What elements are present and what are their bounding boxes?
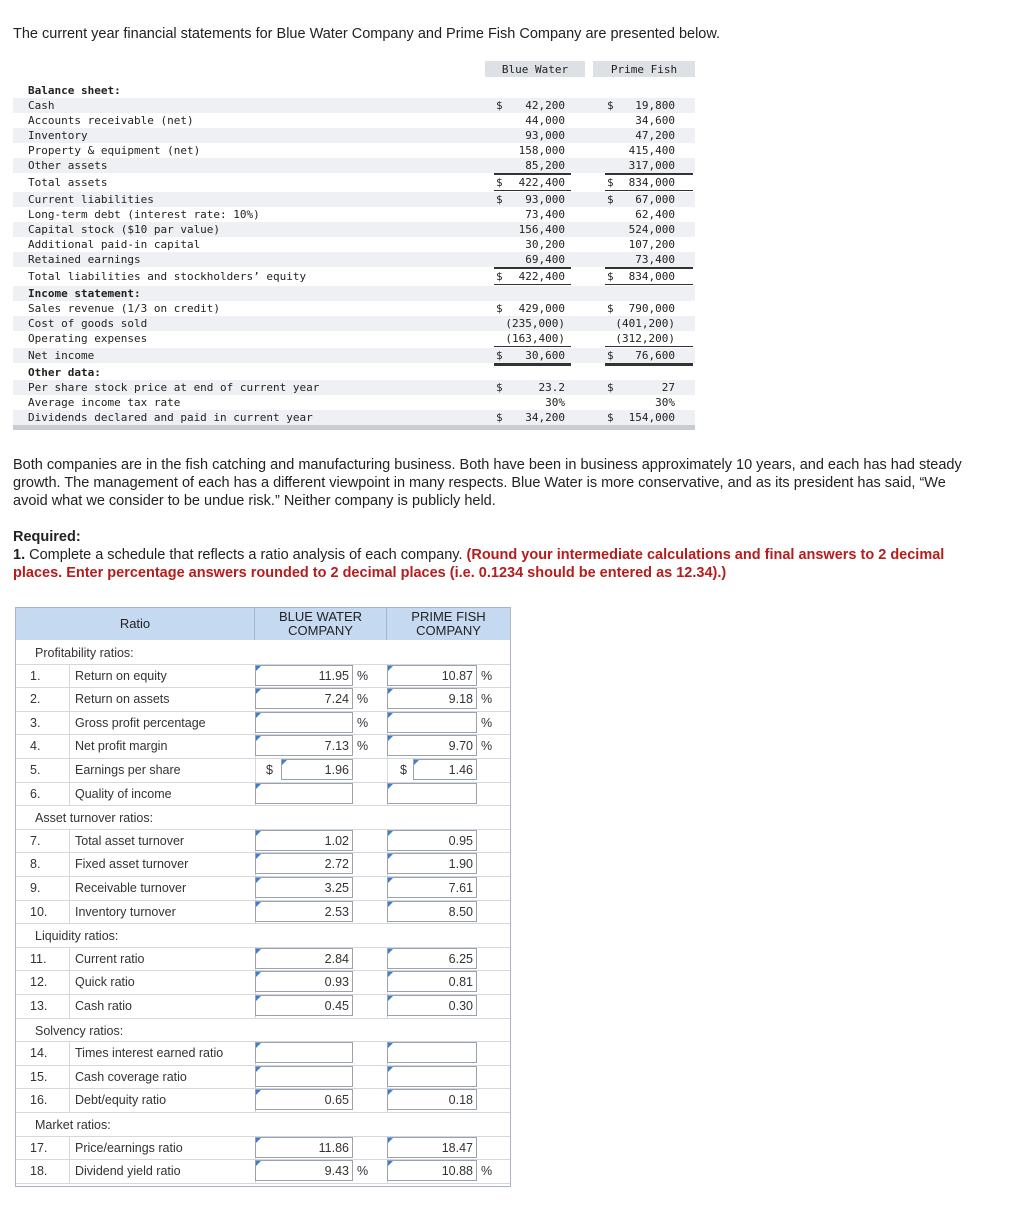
dollar-sign: $: [607, 411, 614, 424]
blue-water-value: 2.53: [324, 904, 349, 919]
dollar-sign: $: [607, 349, 614, 362]
blue-water-value: 30,200: [525, 238, 565, 251]
blue-water-value: 1.02: [324, 833, 349, 848]
ratio-number: 5.: [30, 763, 41, 777]
required-section: [13, 528, 973, 582]
prime-fish-value: 1.90: [448, 857, 473, 872]
statement-label: Long-term debt (interest rate: 10%): [28, 208, 260, 221]
input-marker: [388, 902, 393, 907]
blue-water-value: 73,400: [525, 208, 565, 221]
dollar-sign: $: [400, 763, 407, 777]
input-marker: [256, 949, 261, 954]
prime-fish-value: 154,000: [628, 411, 675, 424]
blue-water-value: 23.2: [538, 381, 565, 394]
col-prime-fish: Prime Fish: [610, 63, 678, 76]
statement-row: [13, 175, 695, 190]
input-marker: [256, 996, 261, 1001]
input-marker: [388, 666, 393, 671]
ratio-number: 1.: [30, 668, 41, 683]
dollar-sign: $: [496, 411, 503, 424]
prime-fish-value: 27: [661, 381, 675, 394]
statement-label: Total assets: [28, 176, 108, 189]
blue-water-input[interactable]: [255, 712, 353, 733]
percent-sign: %: [481, 692, 493, 707]
blue-water-value: 34,200: [525, 411, 565, 424]
input-marker: [256, 902, 261, 907]
ratio-number: 3.: [30, 715, 41, 730]
prime-fish-value: 0.30: [448, 999, 473, 1013]
input-marker: [388, 878, 393, 883]
prime-fish-value: 1.46: [448, 763, 473, 777]
prime-fish-value: 34,600: [635, 114, 675, 127]
percent-sign: %: [357, 715, 369, 730]
ratio-number: 14.: [30, 1046, 48, 1061]
statement-row: [13, 395, 695, 410]
ratio-name: Times interest earned ratio: [75, 1046, 224, 1061]
statement-label: Inventory: [28, 129, 88, 142]
statement-row: [13, 158, 695, 173]
blue-water-value: 42,200: [525, 99, 565, 112]
prime-fish-value: 0.81: [448, 975, 473, 990]
prime-fish-input[interactable]: [387, 783, 477, 804]
prime-fish-value: 0.95: [448, 833, 473, 848]
prime-fish-value: 524,000: [628, 223, 675, 236]
blue-water-value: 7.13: [324, 739, 349, 754]
col-blue-water: Blue Water: [501, 63, 569, 76]
ratio-name: Earnings per share: [75, 763, 181, 777]
header-blue-water: BLUE WATER COMPANY: [255, 608, 387, 640]
statement-label: Net income: [28, 349, 95, 362]
blue-water-value: 11.86: [318, 1140, 349, 1155]
header-prime-fish: PRIME FISH COMPANY: [387, 608, 510, 640]
ratio-name: Total asset turnover: [75, 833, 185, 848]
ratio-number: 7.: [30, 833, 41, 848]
ratio-name: Fixed asset turnover: [75, 857, 189, 872]
blue-water-value: 11.95: [318, 668, 349, 683]
prime-fish-value: 6.25: [448, 951, 473, 966]
input-marker: [256, 831, 261, 836]
input-marker: [256, 736, 261, 741]
prime-fish-input[interactable]: [387, 1042, 477, 1063]
input-marker: [414, 760, 419, 765]
blue-water-value: 0.45: [324, 999, 349, 1013]
prime-fish-value: 834,000: [628, 270, 675, 283]
blue-water-value: 156,400: [518, 223, 565, 236]
input-marker: [256, 972, 261, 977]
input-marker: [256, 689, 261, 694]
prime-fish-value: 67,000: [635, 193, 675, 206]
input-marker: [256, 1067, 261, 1072]
dollar-sign: $: [496, 270, 503, 283]
statement-label: Retained earnings: [28, 253, 141, 266]
ratio-number: 18.: [30, 1164, 48, 1179]
blue-water-value: 2.84: [324, 951, 349, 966]
statement-row: [13, 380, 695, 395]
blue-water-value: 2.72: [324, 857, 349, 872]
input-marker: [388, 689, 393, 694]
statement-row: [13, 365, 695, 380]
blue-water-value: 9.43: [324, 1164, 349, 1179]
input-marker: [388, 972, 393, 977]
blue-water-value: (163,400): [505, 332, 565, 345]
dollar-sign: $: [496, 193, 503, 206]
prime-fish-value: 9.70: [448, 739, 473, 754]
required-instruction: 1. Complete a schedule that reflects a ratio analysis of each company. (Round your intermediate calculations and final answers to 2 decimal places. Enter percentage answers rounded to 2 decimal places (i.e. 0.1234 should be entered as 12.34).): [13, 547, 945, 581]
prime-fish-input[interactable]: [387, 712, 477, 733]
input-marker: [388, 1067, 393, 1072]
input-marker: [388, 854, 393, 859]
required-heading: Required:: [13, 529, 81, 545]
prime-fish-value: 10.87: [441, 668, 473, 683]
statement-row: [13, 83, 695, 98]
statement-label: Other data:: [28, 366, 101, 379]
blue-water-input[interactable]: [255, 1042, 353, 1063]
blue-water-value: 85,200: [525, 159, 565, 172]
dollar-sign: $: [496, 381, 503, 394]
statement-label: Current liabilities: [28, 193, 154, 206]
statement-row: [13, 98, 695, 113]
statement-label: Income statement:: [28, 287, 141, 300]
input-marker: [256, 784, 261, 789]
input-marker: [256, 1090, 261, 1095]
statement-label: Additional paid-in capital: [28, 238, 201, 251]
statement-row: [13, 143, 695, 158]
ratio-name: Gross profit percentage: [75, 715, 206, 730]
prime-fish-value: 30%: [655, 396, 675, 409]
ratio-name: Quick ratio: [75, 975, 135, 990]
statement-label: Sales revenue (1/3 on credit): [28, 302, 221, 315]
input-marker: [388, 831, 393, 836]
dollar-sign: $: [607, 270, 614, 283]
statement-row: [13, 192, 695, 207]
statement-row: [13, 113, 695, 128]
statement-label: Property & equipment (net): [28, 144, 201, 157]
statement-row: [13, 237, 695, 252]
ratio-number: 12.: [30, 975, 48, 990]
statement-label: Cash: [28, 99, 55, 112]
input-marker: [388, 713, 393, 718]
statement-label: Total liabilities and stockholders’ equity: [28, 270, 307, 283]
statement-label: Average income tax rate: [28, 396, 181, 409]
blue-water-value: 0.65: [324, 1093, 349, 1108]
input-marker: [256, 1138, 261, 1143]
input-marker: [256, 1043, 261, 1048]
ratio-name: Cash coverage ratio: [75, 1069, 187, 1084]
prime-fish-value: 7.61: [448, 881, 473, 895]
statement-label: Per share stock price at end of current year: [28, 381, 320, 394]
statement-row: [13, 222, 695, 237]
input-marker: [282, 760, 287, 765]
input-marker: [388, 1161, 393, 1166]
percent-sign: %: [481, 739, 493, 754]
dollar-sign: $: [496, 302, 503, 315]
blue-water-value: 30,600: [525, 349, 565, 362]
input-marker: [388, 1138, 393, 1143]
dollar-sign: $: [607, 176, 614, 189]
input-marker: [388, 1043, 393, 1048]
ratio-name: Quality of income: [75, 786, 172, 801]
prime-fish-value: 62,400: [635, 208, 675, 221]
ratio-name: Dividend yield ratio: [75, 1164, 181, 1179]
ratio-name: Inventory turnover: [75, 904, 176, 919]
blue-water-input[interactable]: [255, 1066, 353, 1087]
blue-water-value: 3.25: [324, 881, 349, 895]
ratio-number: 2.: [30, 692, 41, 707]
statement-label: Operating expenses: [28, 332, 148, 345]
statement-row: [13, 410, 695, 425]
ratio-name: Net profit margin: [75, 739, 168, 754]
ratio-number: 13.: [30, 999, 48, 1013]
ratio-name: Cash ratio: [75, 999, 132, 1013]
blue-water-input[interactable]: [255, 783, 353, 804]
blue-water-value: 93,000: [525, 129, 565, 142]
percent-sign: %: [357, 1164, 369, 1179]
dollar-sign: $: [607, 99, 614, 112]
dollar-sign: $: [496, 99, 503, 112]
prime-fish-value: 47,200: [635, 129, 675, 142]
input-marker: [388, 784, 393, 789]
ratio-number: 15.: [30, 1069, 48, 1084]
ratio-name: Receivable turnover: [75, 881, 187, 895]
ratio-number: 17.: [30, 1140, 48, 1155]
blue-water-value: 7.24: [324, 692, 349, 707]
statement-label: Dividends declared and paid in current year: [28, 411, 313, 424]
dollar-sign: $: [607, 193, 614, 206]
statement-row: [13, 207, 695, 222]
statement-label: Other assets: [28, 159, 108, 172]
prime-fish-value: 790,000: [628, 302, 675, 315]
blue-water-value: 69,400: [525, 253, 565, 266]
statement-row: [13, 286, 695, 301]
statement-label: Balance sheet:: [28, 84, 121, 97]
input-marker: [256, 666, 261, 671]
blue-water-value: 93,000: [525, 193, 565, 206]
ratio-name: Return on assets: [75, 692, 170, 707]
input-marker: [388, 949, 393, 954]
section-title: Profitability ratios:: [35, 646, 134, 660]
statement-row: [13, 252, 695, 267]
prime-fish-value: 10.88: [441, 1164, 473, 1179]
ratio-name: Price/earnings ratio: [75, 1140, 183, 1155]
statement-label: Accounts receivable (net): [28, 114, 194, 127]
ratio-table: [15, 607, 511, 1187]
prime-fish-value: 107,200: [628, 238, 675, 251]
dollar-sign: $: [496, 176, 503, 189]
dollar-sign: $: [607, 302, 614, 315]
blue-water-value: 44,000: [525, 114, 565, 127]
statement-label: Capital stock ($10 par value): [28, 223, 221, 236]
prime-fish-value: 0.18: [448, 1093, 473, 1108]
ratio-number: 8.: [30, 857, 41, 872]
statement-header: [13, 61, 695, 77]
prime-fish-value: (312,200): [615, 332, 675, 345]
blue-water-value: 1.96: [324, 763, 349, 777]
statement-row: [13, 269, 695, 284]
blue-water-value: 422,400: [518, 270, 565, 283]
description-paragraph: Both companies are in the fish catching and manufacturing business. Both have been in business approximately 10 years, and each has had steady growth. The management of each has a different viewpoint in many respects. Blue Water is more conservative, and as its president has said, “We avoid what we consider to be undue risk.” Neither company is publicly held.: [13, 457, 962, 509]
section-title: Market ratios:: [35, 1118, 111, 1132]
financial-statements: [13, 61, 695, 433]
input-marker: [256, 1161, 261, 1166]
dollar-sign: $: [266, 763, 273, 777]
statement-row: [13, 348, 695, 363]
prime-fish-value: 18.47: [441, 1140, 473, 1155]
statement-row: [13, 331, 695, 346]
prime-fish-input[interactable]: [387, 1066, 477, 1087]
prime-fish-value: (401,200): [615, 317, 675, 330]
blue-water-value: 158,000: [518, 144, 565, 157]
section-title: Liquidity ratios:: [35, 929, 119, 944]
prime-fish-value: 317,000: [628, 159, 675, 172]
statement-row: [13, 316, 695, 331]
ratio-number: 10.: [30, 904, 48, 919]
dollar-sign: $: [496, 349, 503, 362]
prime-fish-value: 415,400: [628, 144, 675, 157]
section-title: Solvency ratios:: [35, 1023, 124, 1038]
ratio-name: Debt/equity ratio: [75, 1093, 167, 1108]
ratio-name: Current ratio: [75, 951, 145, 966]
percent-sign: %: [481, 668, 493, 683]
ratio-number: 16.: [30, 1093, 48, 1108]
input-marker: [256, 713, 261, 718]
blue-water-value: 429,000: [518, 302, 565, 315]
ratio-number: 11.: [30, 951, 47, 966]
blue-water-value: 0.93: [324, 975, 349, 990]
ratio-number: 6.: [30, 786, 41, 801]
percent-sign: %: [357, 668, 369, 683]
percent-sign: %: [357, 692, 369, 707]
blue-water-value: 422,400: [518, 176, 565, 189]
header-ratio: Ratio: [16, 608, 255, 640]
blue-water-value: 30%: [545, 396, 565, 409]
intro-text: The current year financial statements for Blue Water Company and Prime Fish Company are presented below.: [13, 26, 721, 42]
ratio-name: Return on equity: [75, 668, 167, 683]
prime-fish-value: 9.18: [448, 692, 473, 707]
statement-row: [13, 128, 695, 143]
dollar-sign: $: [607, 381, 614, 394]
percent-sign: %: [481, 1164, 493, 1179]
prime-fish-value: 76,600: [635, 349, 675, 362]
prime-fish-value: 834,000: [628, 176, 675, 189]
input-marker: [256, 878, 261, 883]
ratio-number: 4.: [30, 739, 41, 754]
prime-fish-value: 73,400: [635, 253, 675, 266]
section-title: Asset turnover ratios:: [35, 811, 154, 826]
statement-row: [13, 301, 695, 316]
input-marker: [256, 854, 261, 859]
percent-sign: %: [357, 739, 369, 754]
blue-water-value: (235,000): [505, 317, 565, 330]
percent-sign: %: [481, 715, 493, 730]
input-marker: [388, 996, 393, 1001]
prime-fish-value: 19,800: [635, 99, 675, 112]
input-marker: [388, 1090, 393, 1095]
prime-fish-value: 8.50: [448, 904, 473, 919]
statement-label: Cost of goods sold: [28, 317, 148, 330]
ratio-number: 9.: [30, 881, 41, 895]
input-marker: [388, 736, 393, 741]
